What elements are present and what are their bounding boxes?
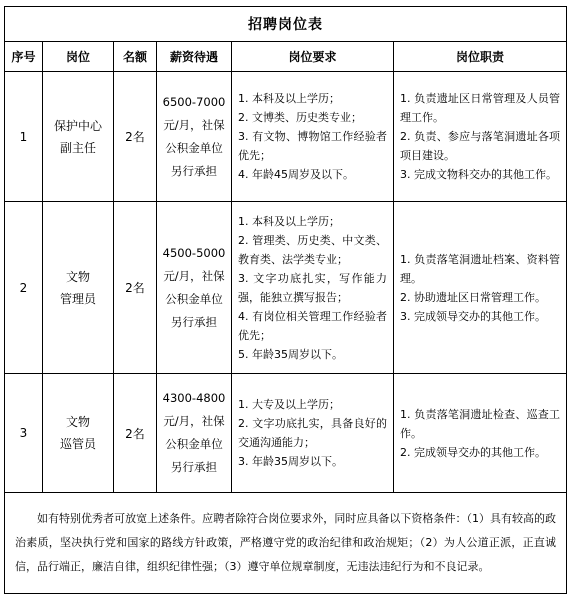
header-quota: 名额 <box>114 42 157 72</box>
row-position <box>43 72 114 202</box>
duty-item: 3. 完成领导交办的其他工作。 <box>400 309 546 323</box>
row-position <box>43 202 114 374</box>
row-salary <box>157 374 232 493</box>
table-row <box>5 72 567 202</box>
row-no: 2 <box>5 202 43 374</box>
requirement-item: 5. 年龄35周岁以下。 <box>238 347 343 361</box>
row-requirements <box>232 202 394 374</box>
row-requirements <box>232 72 394 202</box>
duty-item: 2. 完成领导交办的其他工作。 <box>400 445 546 459</box>
table-row <box>5 374 567 493</box>
row-no: 3 <box>5 374 43 493</box>
requirement-item: 2. 文字功底扎实，具备良好的交通沟通能力； <box>238 417 387 450</box>
header-no: 序号 <box>5 42 43 72</box>
row-quota: 2名 <box>114 202 157 374</box>
salary-line: 公积金单位 <box>165 291 223 306</box>
requirement-item: 4. 年龄45周岁及以下。 <box>238 168 354 182</box>
requirement-item: 3. 年龄35周岁以下。 <box>238 455 343 469</box>
salary-line: 另行承担 <box>171 314 217 329</box>
position-line: 文物 <box>65 269 90 284</box>
row-requirements <box>232 374 394 493</box>
position-line: 文物 <box>65 415 90 430</box>
requirement-item: 1. 本科及以上学历； <box>238 92 340 106</box>
salary-line: 元/月，社保 <box>163 117 225 132</box>
row-duties <box>394 72 567 202</box>
recruitment-table <box>4 6 567 594</box>
salary-line: 元/月，社保 <box>163 268 225 283</box>
header-row <box>5 42 567 72</box>
salary-line: 公积金单位 <box>165 140 223 155</box>
row-quota: 2名 <box>114 72 157 202</box>
requirement-item: 2. 文博类、历史类专业； <box>238 111 362 125</box>
salary-line: 元/月，社保 <box>163 414 225 429</box>
requirement-item: 4. 有岗位相关管理工作经验者优先； <box>238 309 387 342</box>
salary-line: 4500-5000 <box>162 245 226 260</box>
header-salary: 薪资待遇 <box>157 42 232 72</box>
row-position <box>43 374 114 493</box>
requirement-item: 1. 大专及以上学历； <box>238 398 340 412</box>
requirement-item: 2. 管理类、历史类、中文类、教育类、法学类专业； <box>238 233 387 266</box>
salary-line: 4300-4800 <box>162 391 226 406</box>
salary-line: 6500-7000 <box>162 94 226 109</box>
header-requirements: 岗位要求 <box>232 42 394 72</box>
position-line: 副主任 <box>59 140 96 155</box>
duty-item: 1. 负责遗址区日常管理及人员管理工作。 <box>400 92 561 125</box>
header-position: 岗位 <box>43 42 114 72</box>
duty-item: 1. 负责落笔洞遗址检查、巡查工作。 <box>400 407 561 440</box>
table-title: 招聘岗位表 <box>5 7 567 42</box>
requirement-item: 1. 本科及以上学历； <box>238 214 340 228</box>
duty-item: 1. 负责落笔洞遗址档案、资料管理。 <box>400 252 561 285</box>
table-row <box>5 202 567 374</box>
qualification-note <box>5 493 567 594</box>
position-line: 管理员 <box>59 291 96 306</box>
row-quota: 2名 <box>114 374 157 493</box>
duty-item: 2. 负责、参应与落笔洞遗址各项项目建设。 <box>400 130 561 163</box>
duty-item: 3. 完成文物科交办的其他工作。 <box>400 168 557 182</box>
requirement-item: 3. 文字功底扎实，写作能力强，能独立撰写报告； <box>238 271 387 304</box>
salary-line: 公积金单位 <box>165 437 223 452</box>
note-text: 如有特别优秀者可放宽上述条件。应聘者除符合岗位要求外，同时应具备以下资格条件：（1）具有较高的政治素质，坚决执行党和国家的路线方针政策，严格遵守党的政治纪律和政治规矩；（2）为人公道正派，正直诚信，品行端正，廉洁自律，组织纪律性强；（3）遵守单位规章制度，无违法违纪行为和不良记录。 <box>15 512 557 574</box>
position-line: 巡管员 <box>59 437 96 452</box>
row-salary <box>157 72 232 202</box>
row-duties <box>394 202 567 374</box>
position-line: 保护中心 <box>53 118 102 133</box>
duty-item: 2. 协助遗址区日常管理工作。 <box>400 290 546 304</box>
salary-line: 另行承担 <box>171 460 217 475</box>
row-salary <box>157 202 232 374</box>
header-duties: 岗位职责 <box>394 42 567 72</box>
note-row <box>5 493 567 594</box>
requirement-item: 3. 有文物、博物馆工作经验者优先； <box>238 130 387 163</box>
row-duties <box>394 374 567 493</box>
row-no: 1 <box>5 72 43 202</box>
salary-line: 另行承担 <box>171 163 217 178</box>
